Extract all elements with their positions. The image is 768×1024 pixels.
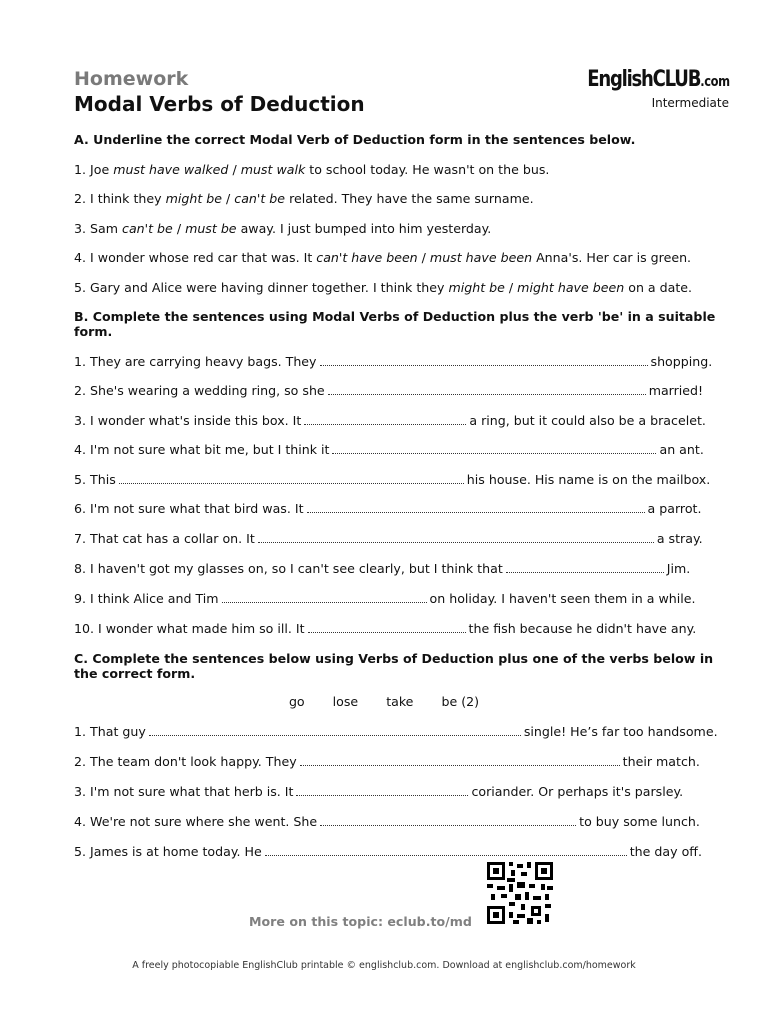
section-b-item: 10. I wonder what made him so ill. It the fish because he didn't have any. xyxy=(74,621,697,636)
section-a-item: 5. Gary and Alice were having dinner together. I think they might be / might have been on a date. xyxy=(74,280,693,295)
section-b-item: 2. She's wearing a wedding ring, so she married! xyxy=(74,383,704,398)
section-b-item: 5. This his house. His name is on the mailbox. xyxy=(74,472,711,487)
word-bank-item: go xyxy=(288,694,305,709)
more-topic-link[interactable]: More on this topic: eclub.to/md xyxy=(249,914,472,929)
brand-block xyxy=(556,68,730,110)
section-a-item: 4. I wonder whose red car that was. It can't have been / must have been Anna's. Her car is green. xyxy=(74,250,692,265)
answer-blank[interactable] xyxy=(308,623,466,633)
section-b-item: 4. I'm not sure what bit me, but I think it an ant. xyxy=(74,442,704,457)
section-b-item: 1. They are carrying heavy bags. They shopping. xyxy=(74,354,713,369)
answer-blank[interactable] xyxy=(320,816,576,826)
section-b-item: 9. I think Alice and Tim on holiday. I haven't seen them in a while. xyxy=(74,591,696,606)
section-b-item: 7. That cat has a collar on. It a stray. xyxy=(74,531,703,546)
word-bank-item: lose xyxy=(332,694,359,709)
section-b-item: 3. I wonder what's inside this box. It a ring, but it could also be a bracelet. xyxy=(74,413,706,428)
answer-blank[interactable] xyxy=(222,593,427,603)
word-bank xyxy=(0,694,768,709)
section-c-item: 5. James is at home today. He the day off. xyxy=(74,844,702,859)
answer-blank[interactable] xyxy=(296,786,468,796)
answer-blank[interactable] xyxy=(307,503,645,513)
answer-blank[interactable] xyxy=(258,533,654,543)
section-b-heading: B. Complete the sentences using Modal Verbs of Deduction plus the verb 'be' in a suitable form. xyxy=(74,309,716,339)
section-c-item: 4. We're not sure where she went. She to buy some lunch. xyxy=(74,814,700,829)
section-b-item: 8. I haven't got my glasses on, so I can't see clearly, but I think that Jim. xyxy=(74,561,691,576)
section-c-item: 2. The team don't look happy. They their match. xyxy=(74,754,700,769)
answer-blank[interactable] xyxy=(119,474,464,484)
answer-blank[interactable] xyxy=(328,385,646,395)
answer-blank[interactable] xyxy=(320,356,648,366)
answer-blank[interactable] xyxy=(300,756,620,766)
word-bank-item: be (2) xyxy=(441,694,480,709)
qr-code-icon[interactable] xyxy=(487,862,553,924)
answer-blank[interactable] xyxy=(149,726,521,736)
section-b-item: 6. I'm not sure what that bird was. It a parrot. xyxy=(74,501,702,516)
homework-label: Homework xyxy=(74,68,189,90)
level-label: Intermediate xyxy=(651,96,729,110)
section-a-item: 3. Sam can't be / must be away. I just bumped into him yesterday. xyxy=(74,221,492,236)
page-title: Modal Verbs of Deduction xyxy=(74,92,365,116)
section-c-item: 3. I'm not sure what that herb is. It coriander. Or perhaps it's parsley. xyxy=(74,784,684,799)
section-c-item: 1. That guy single! He’s far too handsome. xyxy=(74,724,718,739)
englishclub-logo: EnglishCLUB.com xyxy=(587,67,730,92)
answer-blank[interactable] xyxy=(304,415,466,425)
word-bank-item: take xyxy=(386,694,414,709)
answer-blank[interactable] xyxy=(332,444,656,454)
section-a-item: 2. I think they might be / can't be related. They have the same surname. xyxy=(74,191,534,206)
answer-blank[interactable] xyxy=(265,846,627,856)
section-c-heading: C. Complete the sentences below using Verbs of Deduction plus one of the verbs below in the correct form. xyxy=(74,651,714,681)
section-a-heading: A. Underline the correct Modal Verb of Deduction form in the sentences below. xyxy=(74,132,636,147)
footer-note: A freely photocopiable EnglishClub printable © englishclub.com. Download at englishclub.com/homework xyxy=(132,960,636,971)
answer-blank[interactable] xyxy=(506,563,664,573)
section-a-item: 1. Joe must have walked / must walk to school today. He wasn't on the bus. xyxy=(74,162,550,177)
